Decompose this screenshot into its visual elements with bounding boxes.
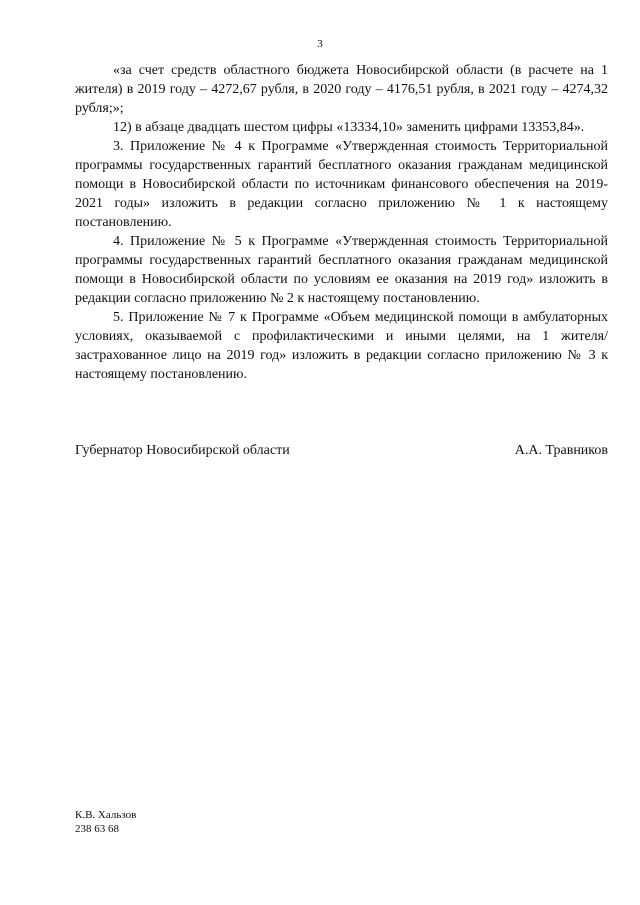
signatory-name: А.А. Травников	[514, 443, 608, 458]
paragraph-item-5: 5. Приложение № 7 к Программе «Объем медицинской помощи в амбулаторных условиях, оказываемой с профилактическими и иными целями, на 1 жителя/застрахованное лицо на 2019 год» изложить в редакции согласно приложению № 3 к настоящему постановлению.	[75, 310, 608, 382]
signature-block	[75, 441, 608, 460]
executor-name: К.В. Хальзов	[75, 809, 137, 821]
executor-phone: 238 63 68	[75, 823, 119, 835]
paragraph-item-3: 3. Приложение № 4 к Программе «Утвержденная стоимость Территориальной программы государственных гарантий бесплатного оказания гражданам медицинской помощи в Новосибирской области по источникам финансового обеспечения на 2019-2021 годы» изложить в редакции согласно приложению № 1 к настоящему постановлению.	[75, 139, 608, 230]
executor-block	[75, 808, 136, 836]
paragraph-item-12: 12) в абзаце двадцать шестом цифры «13334,10» заменить цифрами 13353,84».	[113, 120, 585, 135]
signatory-position: Губернатор Новосибирской области	[75, 443, 290, 458]
document-body	[75, 61, 608, 384]
page-number: 3	[317, 38, 323, 50]
paragraph-item-4: 4. Приложение № 5 к Программе «Утвержденная стоимость Территориальной программы государственных гарантий бесплатного оказания гражданам медицинской помощи в Новосибирской области по условиям ее оказания на 2019 год» изложить в редакции согласно приложению № 2 к настоящему постановлению.	[75, 234, 608, 306]
paragraph-budget-rates: «за счет средств областного бюджета Новосибирской области (в расчете на 1 жителя) в 2019 году – 4272,67 рубля, в 2020 году – 4176,51 рубля, в 2021 году – 4274,32 рубля;»;	[75, 63, 608, 116]
